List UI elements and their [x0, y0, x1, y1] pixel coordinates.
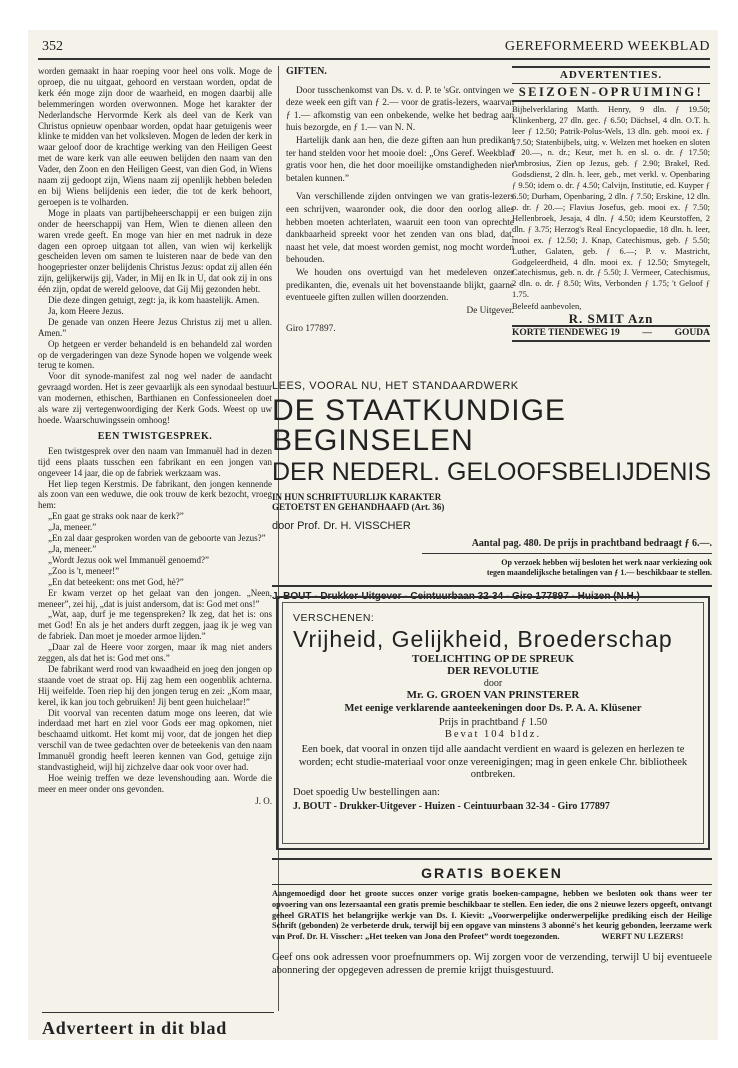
paragraph: „En gaat ge straks ook naar de kerk?”	[48, 511, 184, 522]
gratis-text: Aangemoedigd door het groote succes onzer vorige gratis boeken-campagne, hebben we besloten ook thans weer ter opvoering van ons lezersaantal een gratis premie beschikbaar te stellen. Een ieder, die ons 2 nieuwe lezers opgeeft, ontvangt geheel GRATIS het belangrijke werkje van Ds. I. Kievit: „Voorwerpelijke onderwerpelijke prediking eisch der Heilige Schrift (gebonden) 2e verbeterde druk, terwijl bij een opgave van minstens 3 abonné's het keurig gebonden, leerzame werk van Prof. Dr. H. Visscher: „Het teeken van Jona den Profeet” wordt toegezonden.	[272, 889, 712, 942]
gratis-cta: WERFT NU LEZERS!	[601, 932, 684, 942]
gratis-body	[272, 889, 712, 943]
paragraph: Moge in plaats van partijbeheerschappij er een buigen zijn onder de heerschappij van Hem, Wien te dienen alleen den waren vrede geeft. En moge van hier en met nadruk in deze dagen een oproep uitgaan tot allen, van wien wij kerkelijk gescheiden leven om samen te luisteren naar de bede van den hoogepriester onzer belijdenis Christus Jezus: opdat zij allen één zijn, gelijkerwijs gij, Vader, in Mij en Ik in U, dat ook zij in ons één zijn, opdat de wereld geloove, dat Gij Mij gezonden hebt.	[38, 207, 272, 295]
gratis-title: GRATIS BOEKEN	[421, 865, 563, 881]
giften-column	[286, 66, 514, 336]
advertenties-box	[512, 66, 710, 342]
greeting: Beleefd aanbevolen,	[512, 301, 582, 312]
ad-title: Vrijheid, Gelijkheid, Broederschap	[293, 626, 673, 652]
vrijheid-ad-inner	[282, 602, 704, 844]
paragraph: Er kwam verzet op het gelaat van den jongen. „Neen, meneer”, zei hij, „dat is juist andersom, dat is: God met ons!”	[38, 587, 272, 609]
ad-price: Aantal pag. 480. De prijs in prachtband bedraagt ƒ 6.—.	[471, 538, 712, 549]
ad-annotations: Met eenige verklarende aanteekeningen door Ds. P. A. A. Klüsener	[344, 703, 642, 714]
ad-publisher: J. BOUT - Drukker-Uitgever - Ceintuurbaan 32-34 - Giro 177897 - Huizen (N.H.)	[272, 585, 712, 602]
gratis-boeken-ad	[272, 858, 712, 978]
twist-heading: EEN TWISTGESPREK.	[97, 430, 213, 442]
adverteert-slogan: Adverteert in dit blad	[42, 1018, 228, 1038]
vrijheid-ad	[276, 596, 710, 850]
ad-note-line: Op verzoek hebben wij besloten het werk naar verkiezing ook	[501, 558, 712, 567]
paragraph: worden gemaakt in haar roeping voor heel ons volk. Moge de oproep, die nu uitgaat, gehoord en verstaan worden, opdat de kerk één moge zijn door de waarheid, en mogen daarbij alle belemmeringen worden overwonnen. Moge het karakter der Nederlandsche Hervormde Kerk als deel van de Kerk van Christus opnieuw openbaar worden, opdat haar getuigenis weer klinke te midden van het volksleven. Mogen de leden der kerk in waar geloof door de krachtige werking van den Heiligen Geest met de ware kerk van alle eeuwen belijden den naam van den Vader, den Zoon en den Heiligen Geest, van dien God, in Wiens naam zij gedoopt zijn, Wiens naam zij openlijk hebben beleden en bij Wiens belijdenis een ieder, die tot de kerk behoort, geroepen is te volharden.	[38, 66, 272, 207]
seller-name: R. SMIT Azn	[568, 311, 654, 327]
paragraph: De genade van onzen Heere Jezus Christus zij met u allen. Amen.”	[38, 316, 272, 338]
ad-subtitle	[272, 492, 712, 512]
giro-number: Giro 177897.	[286, 324, 336, 335]
seller-address	[512, 325, 710, 342]
newspaper-page	[28, 30, 718, 1040]
staatkundige-ad	[272, 380, 712, 602]
paragraph: De fabrikant werd rood van kwaadheid en joeg den jongen op staande voet de straat op. Hij zag hem een oogenblik achterna. Hij weifelde. Toen riep hij den jongen terug en zei: „Kom maar, kerel, ik kan jou toch gebruiken! Jij bent geen huichelaar!”	[38, 663, 272, 707]
paragraph: „Daar zal de Heere voor zorgen, maar ik mag niet anders zeggen, als dat het is: God met ons.”	[38, 642, 272, 664]
ad-price: Prijs in prachtband ƒ 1.50	[438, 717, 548, 728]
dash: —	[642, 327, 652, 338]
ad-author: door Prof. Dr. H. VISSCHER	[272, 520, 411, 532]
street: KORTE TIENDEWEG 19	[512, 327, 620, 338]
paragraph: Hartelijk dank aan hen, die deze giften aan hun predikant ter hand stelden voor het mooie doel: „Ons Geref. Weekblad gratis voor hen, die het door moeilijke omstandigheden niet betalen kunnen.”	[286, 135, 514, 184]
divider	[272, 858, 712, 860]
paragraph: We houden ons overtuigd van het medeleven onzer predikanten, die, evenals uit het bovenstaande blijkt, gaarne eventueele giften zullen willen doorzenden.	[286, 267, 514, 304]
paragraph: Hoe weinig treffen we deze levenshouding aan. Worde die meer en meer onder ons gevonden.	[38, 773, 272, 794]
ad-door: door	[483, 678, 503, 689]
ad-verschenen: VERSCHENEN:	[293, 612, 375, 624]
ad-note-line: tegen maandelijksche betalingen van ƒ 1.— beschikbaar te stellen.	[486, 568, 712, 577]
ad-title-line1: DE STAATKUNDIGE BEGINSELEN	[272, 394, 566, 457]
paragraph: Voor dit synode-manifest zal nog wel nader de aandacht gevraagd worden. Het is zeer gevaarlijk als een synodaal bestuur van modernen, ethischen, Barthianen en Confessioneelen doet als ware zij vertegenwoordiging der Kerk Gods. Weest op uw hoede. Waarschuwingssein omhoog!	[38, 371, 272, 425]
header-rule	[38, 58, 710, 60]
gratis-body2: Geef ons ook adressen voor proefnummers op. Wij zorgen voor de verzending, terwijl U bij eventueele abonnering der opgegeven adressen de premie krijgt thuisgestuurd.	[272, 951, 712, 977]
ad-description: Een boek, dat vooral in onzen tijd alle aandacht verdient en waard is gelezen en herlezen te worden; echt studie-materiaal voor onze vereenigingen; mag in geen enkele Chr. bibliotheek ontbreken.	[298, 744, 688, 780]
sale-heading: SEIZOEN-OPRUIMING!	[512, 87, 710, 102]
paragraph: Een twistgesprek over den naam van Immanuël had in dezen tijd eens plaats tusschen een fabrikant en een jongen van ongeveer 14 jaar, die op de fabriek werkzaam was.	[38, 445, 272, 478]
page-number: 352	[42, 39, 63, 54]
article-column-left	[38, 66, 272, 807]
paragraph: „Ja, meneer.”	[48, 522, 97, 533]
ad-subtitle-line: DER REVOLUTIE	[447, 665, 539, 677]
paragraph: „Wordt Jezus ook wel Immanuël genoemd?”	[48, 554, 209, 565]
paragraph: „En zal daar gesproken worden van de geboorte van Jezus?”	[48, 533, 266, 544]
paragraph: „Ja, meneer.”	[48, 543, 97, 554]
divider	[422, 553, 712, 554]
ad-pages: Bevat 104 bldz.	[444, 729, 542, 740]
paragraph: Het liep tegen Kerstmis. De fabrikant, den jongen kennende als zoon van een weduwe, die ook trouw de kerk bezocht, vroeg hem:	[38, 478, 272, 511]
ad-order: Doet spoedig Uw bestellingen aan:	[293, 786, 440, 798]
ad-title-line2: DER NEDERL. GELOOFSBELIJDENIS	[272, 458, 712, 486]
signature: J. O.	[255, 795, 272, 806]
ad-subtitle-line: GETOETST EN GEHANDHAAFD (Art. 36)	[272, 502, 445, 512]
ad-author: Mr. G. GROEN VAN PRINSTERER	[406, 689, 580, 701]
ad-subtitle-line: TOELICHTING OP DE SPREUK	[411, 653, 575, 665]
divider	[272, 884, 712, 885]
advertenties-title: ADVERTENTIES.	[512, 66, 710, 84]
ad-publisher: J. BOUT - Drukker-Uitgever - Huizen - Ceintuurbaan 32-34 - Giro 177897	[293, 800, 610, 812]
ad-subtitle-line: IN HUN SCHRIFTUURLIJK KARAKTER	[272, 492, 442, 502]
giften-heading: GIFTEN.	[286, 66, 327, 77]
sale-body: Bijbelverklaring Matth. Henry, 9 dln. ƒ 19.50; Klinkenberg, 27 dln. gec. ƒ 6.50; Dächsel, 4 dln. O.T. h. leer ƒ 12.50; Patrik-Polus-Wels, 13 dln. geb. mooi ex. ƒ 17.50; Statenbijbels, uitg. v. Welzen met hoeken en sloten ƒ 20.—, n. dr.; Keur, met h. en sl. o. dr. ƒ 17.50; Ambrosius, Zien op Jezus, geb. ƒ 2.90; Brakel, Red. Godsdienst, 2 dln. h. leer, geb., met verkl. v. Openbaring ƒ 9.50; idem o. dr. ƒ 4.50; Calvijn, Institutie, ed. Kuyper ƒ 6.50; Durham, Openbaring, 2 dln. ƒ 7.50; Erskine, 12 dln. o. dr. ƒ 20.—; Flavius Josefus, geb. mooi ex. ƒ 7.50; Hellenbroek, Jesaja, 4 dln. ƒ 4.50; idem Keurstoffen, 2 dln. ƒ 3.75; Herzog's Real Encyclopaedie, 18 dln. h. leer, mooi ex. ƒ 12.50; J. Knap, Catechismus, geb. ƒ 5.50; Luther, Galaten, geb. ƒ 6.—; P. v. Mastricht, Godgeleerdheid, 4 dln. mooi ex. ƒ 12.50; Smytegelt, Catechismus, geb. n. dr. ƒ 5.50; J. Vermeer, Catechismus, 2 dln. o. dr. ƒ 8.50; Wits, Verbonden ƒ 1.75; 't Geloof ƒ 1.75.	[512, 103, 710, 300]
ad-price-block	[293, 717, 693, 741]
ad-lead: LEES, VOORAL NU, HET STANDAARDWERK	[272, 380, 519, 392]
paragraph: Dit voorval van recenten datum moge ons leeren, dat wie inderdaad met hart en ziel voor Gods eer mag opkomen, niet beschaamd uitkomt. Het komt mij voor, dat de jongen het diep verschil van de twee gedachten over de beteekenis van den naam Immanuël grondig heeft leeren kennen van God, getuige zijn standvastigheid, wijl hij zichzelve daar ook voor over had.	[38, 707, 272, 773]
paragraph: Die deze dingen getuigt, zegt: ja, ik kom haastelijk. Amen.	[48, 295, 260, 306]
paragraph: Door tusschenkomst van Ds. v. d. P. te 'sGr. ontvingen we deze week een gift van ƒ 2.— voor de gratis-lezers, waarvan ƒ 1.— afkomstig van een onbekende, welke het bedrag aan huis bezorgde, en ƒ 1.— van N. N.	[286, 85, 514, 134]
signoff-row	[286, 305, 514, 318]
signoff: De Uitgever.	[466, 305, 514, 316]
divider	[42, 1012, 274, 1013]
ad-subtitle	[293, 653, 693, 677]
paragraph: Ja, kom Heere Jezus.	[48, 305, 124, 316]
magazine-title: GEREFORMEERD WEEKBLAD	[504, 39, 710, 54]
paragraph: „Wat, aap, durf je me tegenspreken? Ik zeg, dat het is: ons met God! En als je het anders durft zeggen, jaag ik je weg van de fabriek. Dan moet je moeder armoe lijden.”	[38, 609, 272, 642]
paragraph: „Zoo is 't, meneer!”	[48, 565, 120, 576]
city: GOUDA	[674, 327, 710, 338]
paragraph: Op hetgeen er verder behandeld is en behandeld zal worden op de vergaderingen van deze Synode hopen we volgende week terug te komen.	[38, 338, 272, 371]
paragraph: Van verschillende zijden ontvingen we van gratis-lezers een schrijven, waaronder ook, die door den oorlog alles hebben moeten achterlaten, waaruit een toon van oprechte dankbaarheid spreekt voor het zenden van ons blad, dat, naast het vele, dat moest worden gemist, nog mocht worden behouden.	[286, 192, 514, 266]
paragraph: „En dat beteekent: ons met God, hè?”	[48, 576, 184, 587]
ad-note	[272, 558, 712, 578]
